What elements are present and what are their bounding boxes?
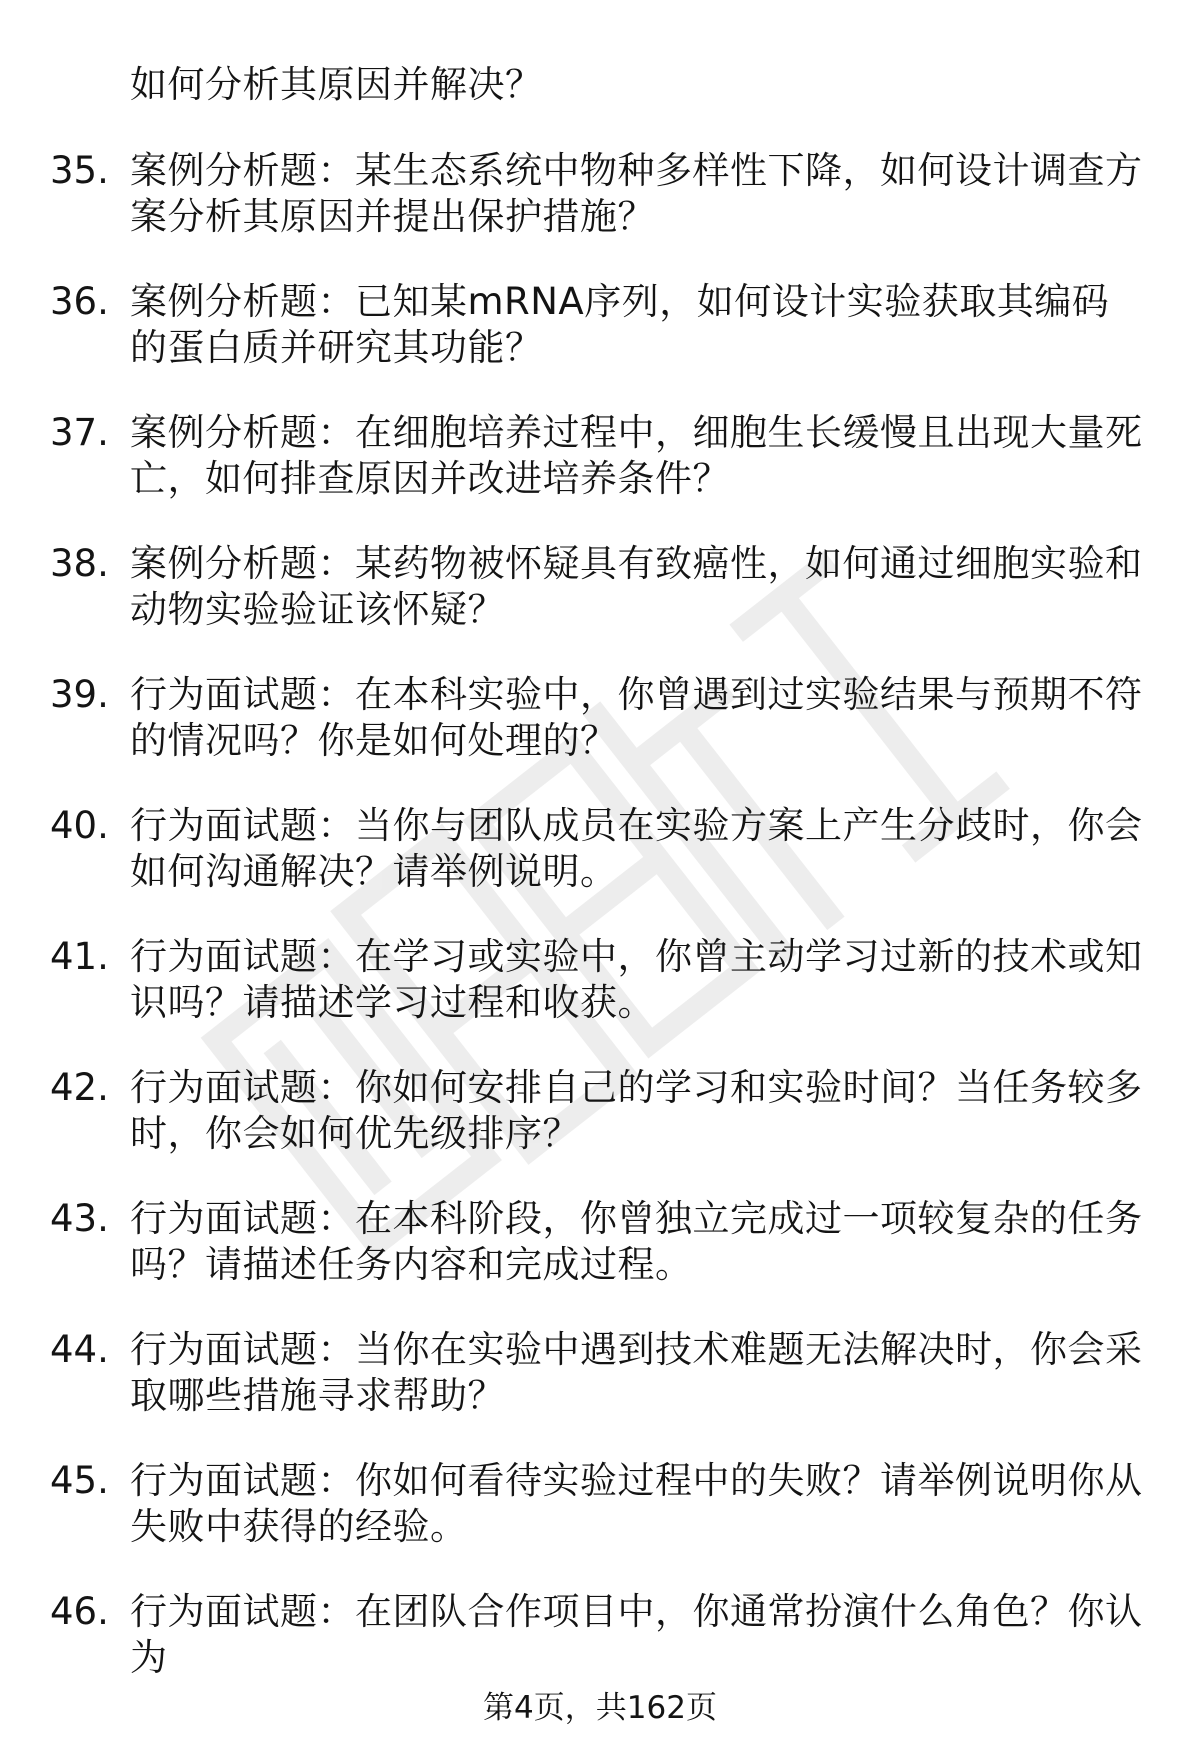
question-number: 40. xyxy=(50,804,109,847)
question-list xyxy=(0,148,1200,1720)
question-number: 36. xyxy=(50,280,109,323)
question-text: 行为面试题：当你与团队成员在实验方案上产生分歧时，你会如何沟通解决？请举例说明。 xyxy=(130,804,1143,893)
list-item xyxy=(0,1196,1200,1327)
question-text: 行为面试题：你如何安排自己的学习和实验时间？当任务较多时，你会如何优先级排序？ xyxy=(130,1066,1143,1155)
question-number: 35. xyxy=(50,149,109,192)
question-number: 38. xyxy=(50,542,109,585)
question-text: 行为面试题：你如何看待实验过程中的失败？请举例说明你从失败中获得的经验。 xyxy=(130,1459,1143,1548)
question-number: 37. xyxy=(50,411,109,454)
question-text: 案例分析题：已知某mRNA序列，如何设计实验获取其编码的蛋白质并研究其功能？ xyxy=(130,280,1110,369)
question-number: 41. xyxy=(50,935,109,978)
question-number: 46. xyxy=(50,1590,109,1633)
list-item xyxy=(0,410,1200,541)
list-item xyxy=(0,672,1200,803)
question-number: 39. xyxy=(50,673,109,716)
question-text: 行为面试题：在本科阶段，你曾独立完成过一项较复杂的任务吗？请描述任务内容和完成过程。 xyxy=(130,1197,1143,1286)
continuation-text: 如何分析其原因并解决？ xyxy=(130,63,543,106)
question-text: 行为面试题：在学习或实验中，你曾主动学习过新的技术或知识吗？请描述学习过程和收获。 xyxy=(130,935,1143,1024)
question-text: 行为面试题：当你在实验中遇到技术难题无法解决时，你会采取哪些措施寻求帮助？ xyxy=(130,1328,1143,1417)
question-text: 案例分析题：某生态系统中物种多样性下降，如何设计调查方案分析其原因并提出保护措施？ xyxy=(130,149,1143,238)
question-text: 案例分析题：在细胞培养过程中，细胞生长缓慢且出现大量死亡，如何排查原因并改进培养条件？ xyxy=(130,411,1143,500)
page-footer: 第4页，共162页 xyxy=(483,1690,717,1726)
list-item xyxy=(0,934,1200,1065)
list-item xyxy=(0,541,1200,672)
list-item xyxy=(0,279,1200,410)
list-item xyxy=(0,803,1200,934)
question-number: 43. xyxy=(50,1197,109,1240)
list-item xyxy=(0,1065,1200,1196)
question-number: 45. xyxy=(50,1459,109,1502)
question-text: 行为面试题：在本科实验中，你曾遇到过实验结果与预期不符的情况吗？你是如何处理的？ xyxy=(130,673,1143,762)
list-item xyxy=(0,148,1200,279)
question-text: 案例分析题：某药物被怀疑具有致癌性，如何通过细胞实验和动物实验验证该怀疑？ xyxy=(130,542,1143,631)
question-text: 行为面试题：在团队合作项目中，你通常扮演什么角色？你认为 xyxy=(130,1590,1143,1679)
question-number: 44. xyxy=(50,1328,109,1371)
list-item xyxy=(0,1458,1200,1589)
list-item xyxy=(0,1327,1200,1458)
question-number: 42. xyxy=(50,1066,109,1109)
